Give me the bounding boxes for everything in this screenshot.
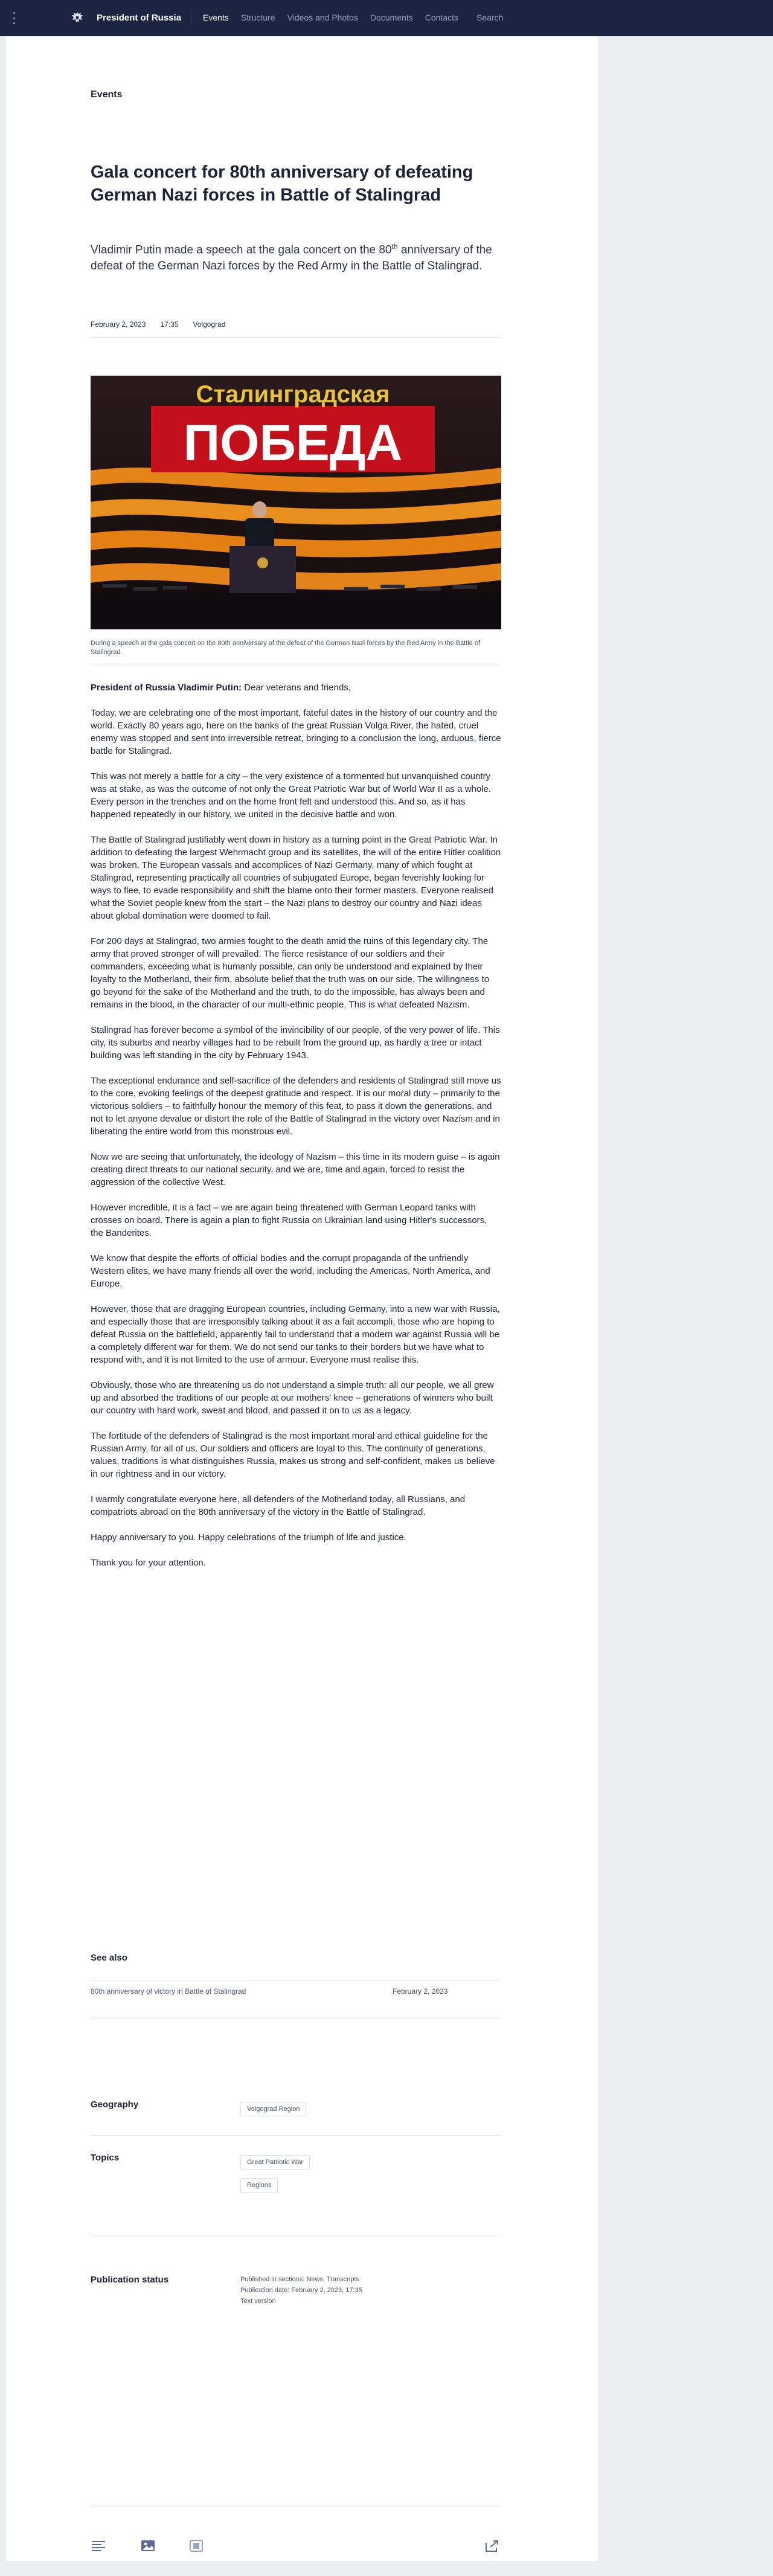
article-paragraph: The exceptional endurance and self-sacrifice of the defenders and residents of Stalingrad still move us to the core, evoking feelings of the deepest gratitude and respect. It is our moral duty – primarily to the victorious soldiers – to faithfully honour the memory of this feat, to pass it down the generations, and not to let anyone devalue or distort the role of the Battle of Stalingrad in the victory over Nazism and in liberating the entire world from this monstrous evil. [91,1076,501,1137]
publication-status-label: Publication status [91,2275,169,2285]
page-title: Gala concert for 80th anniversary of defeating German Nazi forces in Battle of Stalingrad [91,162,473,205]
article-paragraph: This was not merely a battle for a city – the very existence of a tormented but unvanquished country was at stake, as was the outcome of not only the Great Patriotic War but of World War II as a whole. Every person in the trenches and on the home front felt and understood this. And so, as it has happened repeatedly in our history, we united in the decisive battle and won. [91,771,492,820]
section-label[interactable]: Events [91,89,123,100]
article-paragraph: We know that despite the efforts of official bodies and the corrupt propaganda of the unfriendly Western elites, we have many friends all over the world, including the Americas, North America, and Europe. [91,1253,490,1289]
publication-info [240,2274,362,2307]
photo-banner-top: Сталинградская [196,381,390,408]
double-headed-eagle-icon[interactable] [69,10,86,27]
speaker-name: President of Russia Vladimir Putin: [91,683,242,693]
article-paragraph: The Battle of Stalingrad justifiably went down in history as a turning point in the Great Patriotic War. In addition to defeating the largest Wehrmacht group and its satellites, the will of the entire Hitler coalition was broken. The European vassals and accomplices of Nazi Germany, many of which fought at Stalingrad, representing practically all countries of subjugated Europe, began feverishly looking for ways to flee, to evade responsibility and shift the blame onto their former masters. Everyone realised what the Soviet people knew from the start – the Nazi plans to destroy our country and Nazi ideas about global domination were doomed to fail. [91,835,501,921]
divider [91,337,501,338]
article-paragraph: Thank you for your attention. [91,1558,206,1568]
tag-regions[interactable]: Regions [240,2178,278,2192]
published-sections: Published in sections: News, Transcripts [240,2276,359,2283]
article-paragraph: However incredible, it is a fact – we are again being threatened with German Leopard tanks with crosses on board. There is again a plan to fight Russia on Ukrainian land using Hitler's successors, the Banderites. [91,1203,487,1238]
article-paragraph: Today, we are celebrating one of the most important, fateful dates in the history of our country and the world. Exactly 80 years ago, here on the banks of the great Russian Volga River, the hated, cruel enemy was stopped and sent into irreversible retreat, bringing to a conclusion the long, arduous, fierce battle for Stalingrad. [91,708,501,756]
article-paragraph: However, those that are dragging European countries, including Germany, into a new war with Russia, and especially those that are irresponsibly talking about it as a fait accompli, those who are hoping to defeat Russia on the battlefield, apparently fail to understand that a modern war against Russia will be a completely different war for them. We do not send our tanks to their borders but we have what to respond with, and it is not limited to the use of armour. Everyone must realise this. [91,1304,500,1365]
nav-search[interactable]: Search [476,13,504,22]
text-version-link[interactable]: Text version [240,2298,276,2305]
see-also-link[interactable]: 80th anniversary of victory in Battle of Stalingrad [91,1987,246,1996]
tag-volgograd-region[interactable]: Volgograd Region [240,2102,306,2116]
nav-videos-and-photos[interactable]: Videos and Photos [287,13,358,22]
vertical-dots-icon[interactable] [11,12,17,24]
article-paragraph: President of Russia Vladimir Putin: Dear veterans and friends, [91,683,351,693]
article-lead: Vladimir Putin made a speech at the gala concert on the 80th anniversary of the defeat of the German Nazi forces by the Red Army in the Battle of Stalingrad. [91,242,492,273]
nav-documents[interactable]: Documents [370,13,413,22]
article-paragraph: I warmly congratulate everyone here, all defenders of the Motherland today, all Russians, and compatriots abroad on the 80th anniversary of the victory in the Battle of Stalingrad. [91,1494,466,1517]
article-paragraph: Happy anniversary to you. Happy celebrations of the triumph of life and justice. [91,1532,406,1543]
site-title[interactable]: President of Russia [97,13,182,23]
see-also-heading: See also [91,1953,127,1963]
article-paragraph: Now we are seeing that unfortunately, the ideology of Nazism – this time in its modern guise – is again creating direct threats to our national security, and we are, time and again, forced to resist the aggression of the collective West. [91,1152,500,1187]
article-meta [91,320,225,329]
top-navigation [0,0,773,36]
article-paragraph: Stalingrad has forever become a symbol of the invincibility of our people, of the very power of life. This city, its suburbs and nearby villages had to be rebuilt from the ground up, as hardly a tree or intact building was left standing in the city by February 1943. [91,1025,500,1061]
publication-date: Publication date: February 2, 2023, 17:35 [240,2287,362,2294]
topics-label: Topics [91,2153,120,2163]
article-photo[interactable] [91,376,501,629]
text-align-icon[interactable] [91,2539,106,2552]
article-paragraph: For 200 days at Stalingrad, two armies fought to the death amid the ruins of this legendary city. The army that proved stronger of will prevailed. The fierce resistance of our soldiers and their commanders, exceeding what is humanly possible, can only be understood and explained by their loyalty to the Motherland, their firm, absolute belief that the truth was on our side. The willingness to go beyond for the sake of the Motherland and the truth, to do the impossible, has always been and remains in the blood, in the character of our multi-ethnic people. This is what defeated Nazism. [91,936,490,1010]
geography-label: Geography [91,2099,139,2110]
article-body [91,681,501,1582]
nav-structure[interactable]: Structure [240,13,275,22]
photo-illustration [91,376,501,629]
article-paragraph: The fortitude of the defenders of Stalingrad is the most important moral and ethical guideline for the Russian Army, for all of us. Our soldiers and officers are loyal to this. The continuity of generations, values, traditions is what distinguishes Russia, makes us strong and self-confident, makes us believe in our rightness and in our victory. [91,1431,495,1479]
tag-great-patriotic-war[interactable]: Great Patriotic War [240,2155,310,2170]
photo-icon[interactable] [140,2539,156,2552]
article-time: 17:35 [160,320,179,329]
article-date[interactable]: February 2, 2023 [91,320,146,329]
article-place[interactable]: Volgograd [193,320,226,329]
video-icon[interactable] [188,2539,204,2552]
main-nav [203,13,515,22]
nav-contacts[interactable]: Contacts [425,13,458,22]
see-also-date: February 2, 2023 [393,1987,448,1996]
nav-events[interactable]: Events [203,13,229,22]
divider [91,2135,501,2136]
article-paragraph: Obviously, those who are threatening us do not understand a simple truth: all our people, we all grew up and absorbed the traditions of our people at our mothers' knee – generations of winners who built our country with hard work, sweat and blood, and passed it on to us as a legacy. [91,1380,494,1416]
share-icon[interactable] [484,2539,500,2552]
photo-banner-bottom: ПОБЕДА [183,414,403,471]
photo-caption: During a speech at the gala concert on the 80th anniversary of the defeat of the German Nazi forces by the Red Army in the Battle of Stalingrad. [91,640,481,656]
